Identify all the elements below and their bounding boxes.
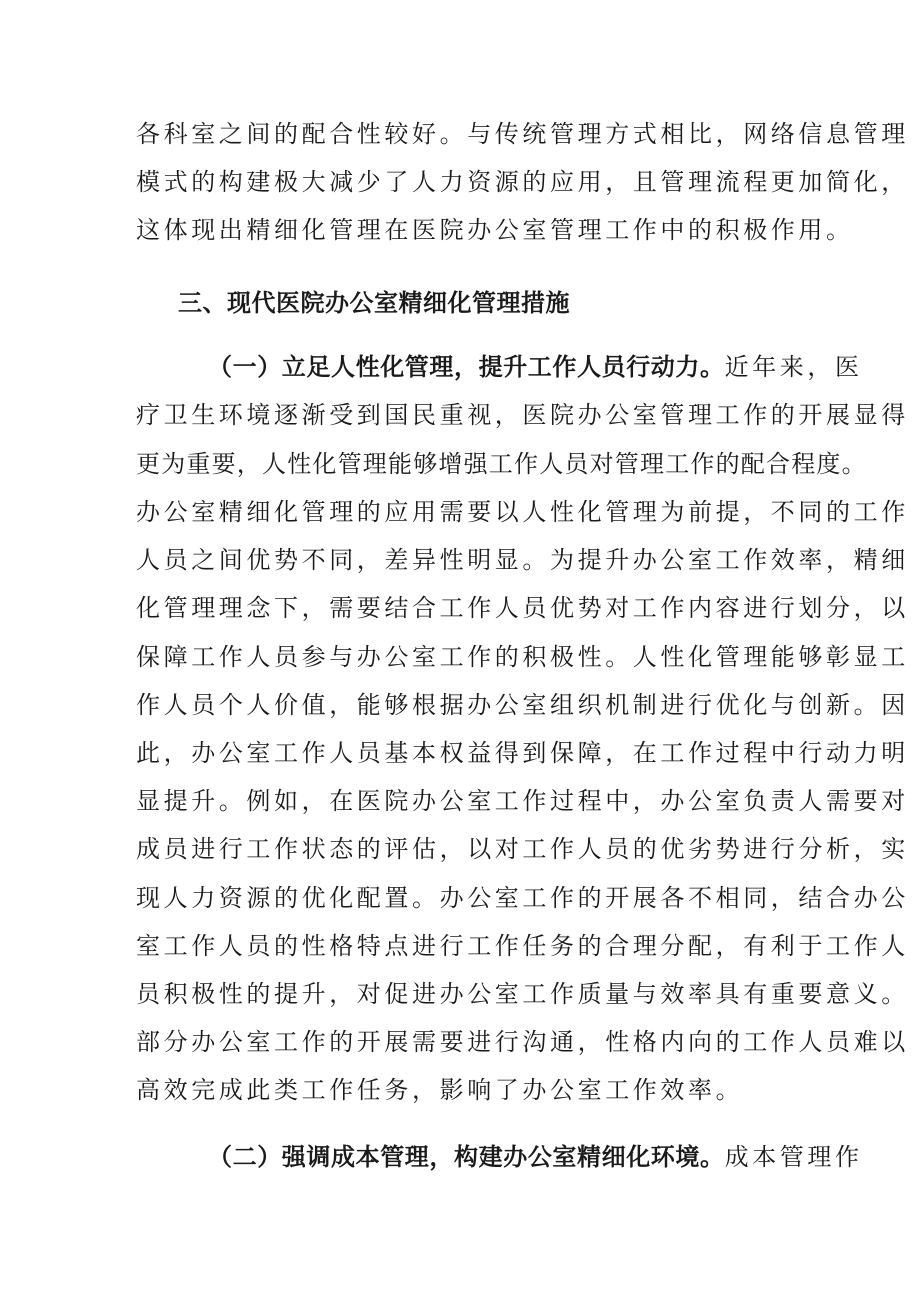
paragraph-line: 部分办公室工作的开展需要进行沟通，性格内向的工作人员难以 [136,1028,909,1056]
subsection-2-first-line-text: 成本管理作 [724,1143,863,1171]
paragraph-line: 更为重要，人性化管理能够增强工作人员对管理工作的配合程度。 [136,450,867,478]
paragraph-line: 模式的构建极大减少了人力资源的应用，且管理流程更加简化， [136,168,909,196]
paragraph-line: 成员进行工作状态的评估，以对工作人员的优劣势进行分析，实 [136,835,909,863]
paragraph-line: 员积极性的提升，对促进办公室工作质量与效率具有重要意义。 [136,980,909,1008]
subsection-2-title: （二）强调成本管理，构建办公室精细化环境。 [208,1143,725,1171]
paragraph-line: 显提升。例如，在医院办公室工作过程中，办公室负责人需要对 [136,787,909,815]
section-heading: 三、现代医院办公室精细化管理措施 [178,289,570,317]
paragraph-line: 保障工作人员参与办公室工作的积极性。人性化管理能够彰显工 [136,643,909,671]
paragraph-line: 这体现出精细化管理在医院办公室管理工作中的积极作用。 [136,216,854,244]
paragraph-line: 各科室之间的配合性较好。与传统管理方式相比，网络信息管理 [136,120,909,148]
subsection-1-first-line-text: 近年来，医 [724,353,863,381]
paragraph-line: 现人力资源的优化配置。办公室工作的开展各不相同，结合办公 [136,884,909,912]
paragraph-line: 办公室精细化管理的应用需要以人性化管理为前提，不同的工作 [136,498,909,526]
paragraph-line: 高效完成此类工作任务，影响了办公室工作效率。 [136,1076,744,1104]
subsection-1-first-line [208,353,863,381]
paragraph-line: 作人员个人价值，能够根据办公室组织机制进行优化与创新。因 [136,691,909,719]
paragraph-line: 化管理理念下，需要结合工作人员优势对工作内容进行划分，以 [136,594,909,622]
subsection-1-title: （一）立足人性化管理，提升工作人员行动力。 [208,353,725,381]
paragraph-line: 此，办公室工作人员基本权益得到保障，在工作过程中行动力明 [136,739,909,767]
paragraph-line: 疗卫生环境逐渐受到国民重视，医院办公室管理工作的开展显得 [136,401,909,429]
subsection-2-first-line [208,1143,863,1171]
paragraph-line: 人员之间优势不同，差异性明显。为提升办公室工作效率，精细 [136,546,909,574]
paragraph-line: 室工作人员的性格特点进行工作任务的合理分配，有利于工作人 [136,932,909,960]
